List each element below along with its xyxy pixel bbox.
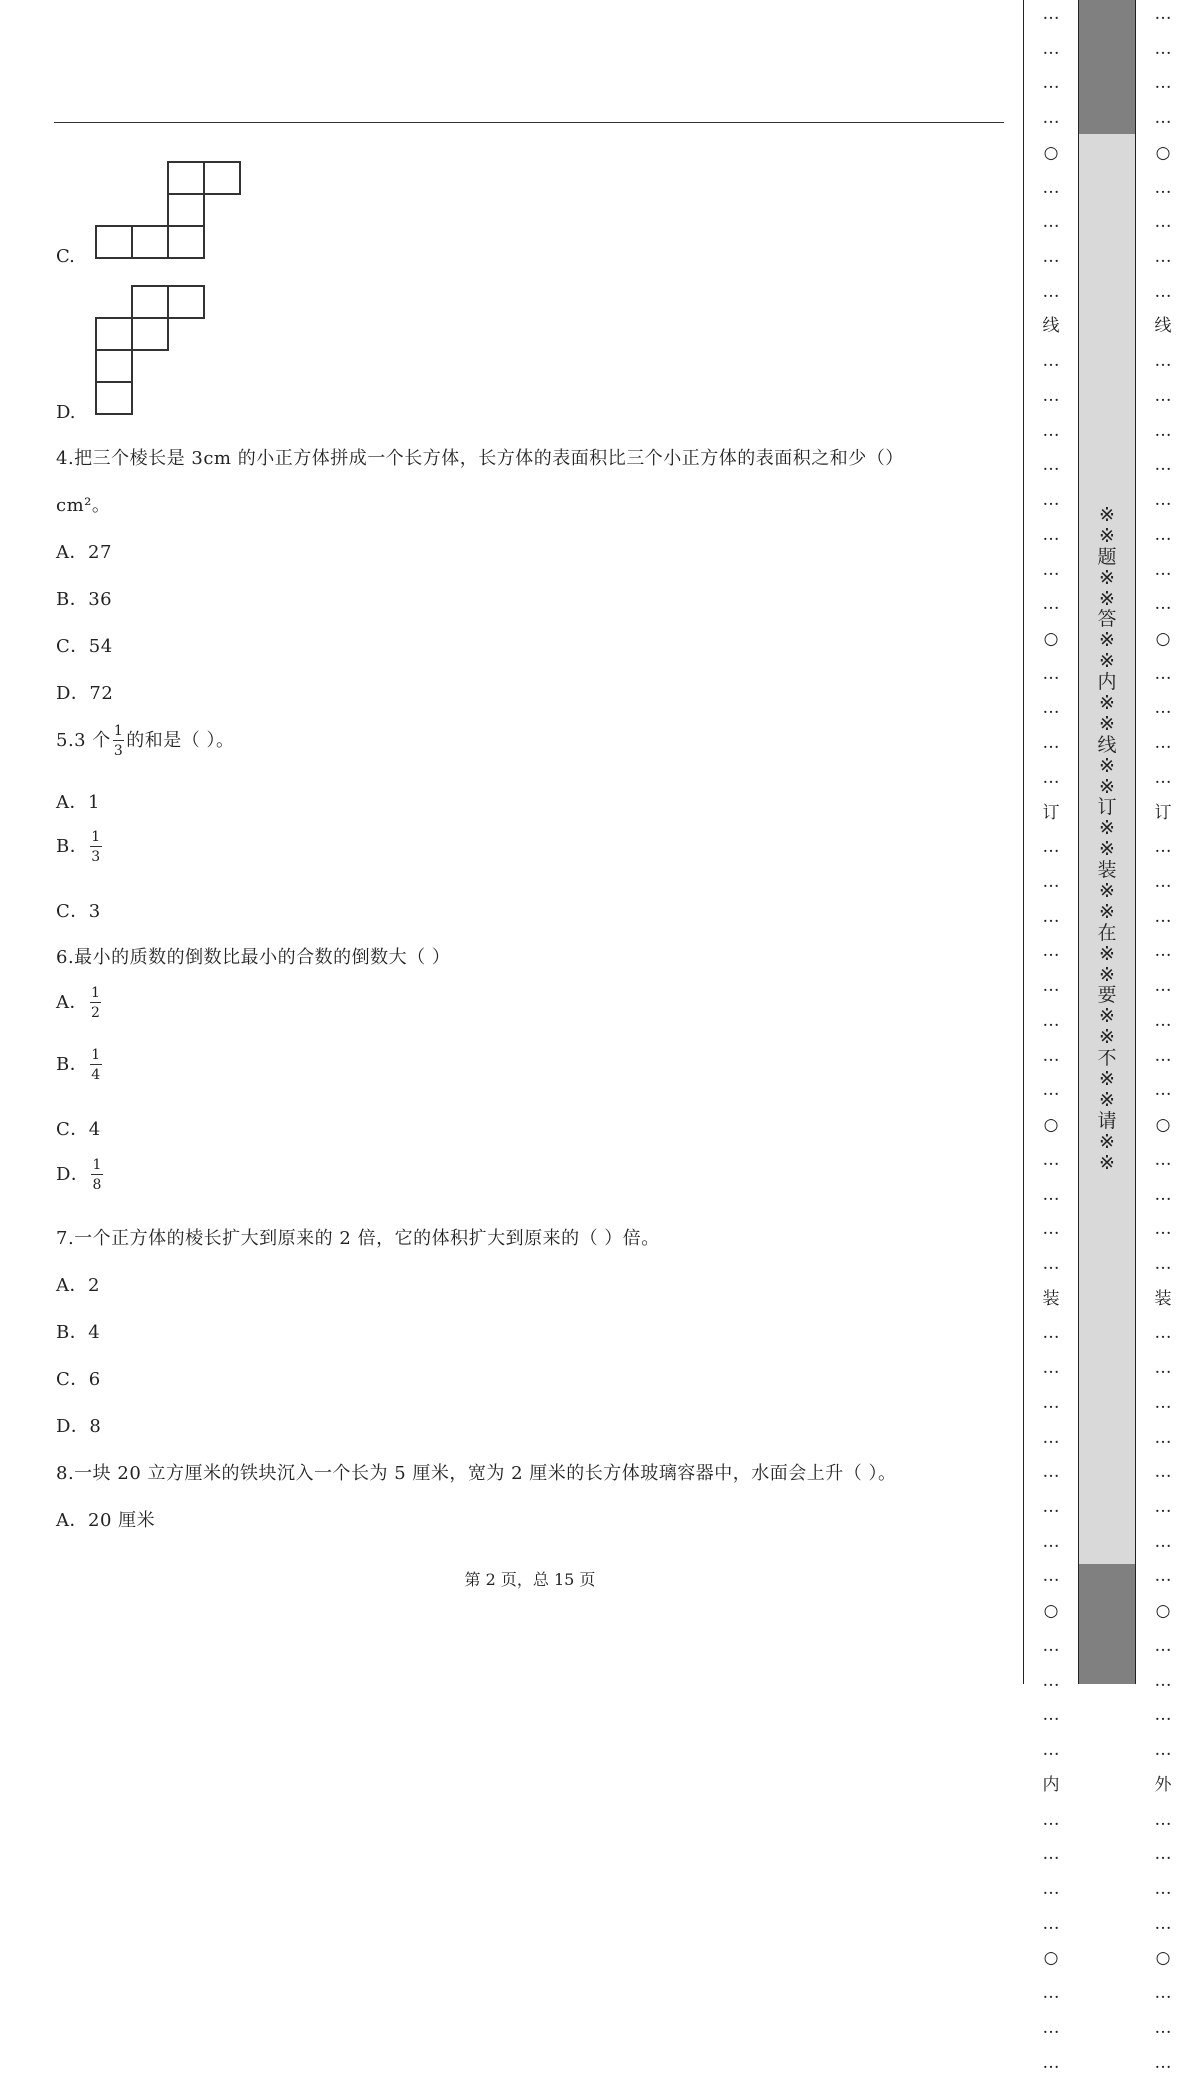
warning-char: 订 <box>1097 796 1117 819</box>
q4-option-a: A．27 <box>56 542 112 563</box>
binding-dots: … <box>1154 664 1172 684</box>
binding-dots: … <box>1042 1358 1060 1378</box>
q5-stem-prefix: 5.3 个 <box>56 730 111 751</box>
warning-char: ※ <box>1099 587 1115 610</box>
binding-dots: … <box>1042 2053 1060 2073</box>
binding-dots: … <box>1042 1566 1060 1586</box>
binding-dots: … <box>1042 1844 1060 1864</box>
warning-char: ※ <box>1099 754 1115 777</box>
binding-dots: … <box>1154 1497 1172 1517</box>
binding-dots: … <box>1154 1810 1172 1830</box>
binding-word: 装 <box>1042 1289 1060 1309</box>
binding-dots: … <box>1042 282 1060 302</box>
binding-dots: … <box>1154 4 1172 24</box>
binding-dots: … <box>1042 1219 1060 1239</box>
binding-word: 内 <box>1042 1775 1060 1795</box>
binding-dots: … <box>1154 39 1172 59</box>
q4-stem-line1: 4.把三个棱长是 3cm 的小正方体拼成一个长方体，长方体的表面积比三个小正方体的表面积之和少（） <box>56 448 904 469</box>
binding-dots: … <box>1154 1150 1172 1170</box>
warning-char: ※ <box>1099 900 1115 923</box>
q6-option-c: C．4 <box>56 1119 101 1140</box>
q4-option-d: D．72 <box>56 683 114 704</box>
q5-stem <box>56 724 235 758</box>
binding-word: 装 <box>1154 1289 1172 1309</box>
binding-dots: … <box>1154 698 1172 718</box>
binding-dots: … <box>1042 837 1060 857</box>
binding-dots: … <box>1042 108 1060 128</box>
binding-dots: … <box>1042 872 1060 892</box>
binding-word: 线 <box>1154 316 1172 336</box>
binding-dots: … <box>1154 212 1172 232</box>
binding-dots: … <box>1042 733 1060 753</box>
warning-char: ※ <box>1099 817 1115 840</box>
binding-dots: … <box>1154 872 1172 892</box>
binding-circle: ○ <box>1155 143 1171 163</box>
binding-dots: … <box>1042 1983 1060 2003</box>
binding-dots: … <box>1042 1671 1060 1691</box>
binding-dots: … <box>1042 560 1060 580</box>
binding-circle: ○ <box>1043 1601 1059 1621</box>
strip-top-shade <box>1079 0 1135 134</box>
warning-char: ※ <box>1099 1026 1115 1049</box>
warning-char: ※ <box>1099 942 1115 965</box>
binding-dots: … <box>1042 907 1060 927</box>
q4-option-c: C．54 <box>56 636 113 657</box>
binding-word: 订 <box>1042 803 1060 823</box>
warning-char: ※ <box>1099 838 1115 861</box>
q6-option-b: B． $\frac{1}{4}$ <box>56 1047 101 1083</box>
binding-dots: … <box>1154 178 1172 198</box>
warning-char: ※ <box>1099 629 1115 652</box>
warning-char: ※ <box>1099 504 1115 526</box>
binding-dots: … <box>1154 560 1172 580</box>
binding-dots: … <box>1042 1636 1060 1656</box>
binding-circle: ○ <box>1043 1115 1059 1135</box>
binding-dots: … <box>1042 421 1060 441</box>
binding-dots: … <box>1154 1566 1172 1586</box>
binding-dots: … <box>1042 941 1060 961</box>
header-rule <box>54 122 1004 123</box>
binding-dots: … <box>1154 1323 1172 1343</box>
warning-char: 要 <box>1097 984 1117 1007</box>
q7-stem: 7.一个正方体的棱长扩大到原来的 2 倍，它的体积扩大到原来的（ ）倍。 <box>56 1228 660 1249</box>
warning-char: 请 <box>1097 1109 1117 1132</box>
binding-dots: … <box>1042 490 1060 510</box>
binding-dots: … <box>1042 1046 1060 1066</box>
binding-dots: … <box>1154 1844 1172 1864</box>
q4-option-b: B．36 <box>56 589 113 610</box>
warning-char: ※ <box>1099 963 1115 986</box>
binding-dots: … <box>1042 1323 1060 1343</box>
binding-dots: … <box>1154 1254 1172 1274</box>
binding-dots: … <box>1154 455 1172 475</box>
warning-char: ※ <box>1099 1151 1115 1174</box>
binding-warning-strip <box>1079 0 1135 1684</box>
binding-dots: … <box>1042 178 1060 198</box>
warning-char: ※ <box>1099 692 1115 715</box>
q3-option-c-label: C. <box>56 246 75 267</box>
binding-dots: … <box>1154 282 1172 302</box>
binding-circle: ○ <box>1155 1115 1171 1135</box>
q7-option-b: B．4 <box>56 1322 101 1343</box>
binding-dots: … <box>1154 1219 1172 1239</box>
binding-dots: … <box>1154 73 1172 93</box>
warning-char: 装 <box>1097 859 1117 882</box>
binding-dots: … <box>1154 1046 1172 1066</box>
binding-dots: … <box>1042 1532 1060 1552</box>
q6-stem: 6.最小的质数的倒数比最小的合数的倒数大（ ） <box>56 947 451 968</box>
warning-char: 在 <box>1097 921 1117 944</box>
q5-option-c: C．3 <box>56 901 101 922</box>
binding-dots: … <box>1042 1393 1060 1413</box>
binding-dots: … <box>1042 664 1060 684</box>
binding-dots: … <box>1154 768 1172 788</box>
binding-dots: … <box>1042 1497 1060 1517</box>
binding-circle: ○ <box>1155 1601 1171 1621</box>
q6-option-b-fraction: $\frac{1}{4}$ <box>91 1047 101 1083</box>
binding-dots: … <box>1154 1879 1172 1899</box>
q7-option-d: D．8 <box>56 1416 102 1437</box>
warning-char: ※ <box>1099 1005 1115 1028</box>
warning-char: ※ <box>1099 650 1115 673</box>
binding-dots: … <box>1154 386 1172 406</box>
binding-word: 订 <box>1154 803 1172 823</box>
warning-char: 不 <box>1097 1047 1117 1070</box>
binding-dots: … <box>1154 1428 1172 1448</box>
binding-dots: … <box>1154 976 1172 996</box>
binding-word: 外 <box>1154 1775 1172 1795</box>
binding-warning-text <box>1079 505 1135 1174</box>
binding-dots: … <box>1042 768 1060 788</box>
binding-dots: … <box>1154 1740 1172 1760</box>
binding-dots: … <box>1042 2018 1060 2038</box>
binding-dots: … <box>1042 247 1060 267</box>
binding-dots: … <box>1154 1358 1172 1378</box>
warning-char: ※ <box>1099 712 1115 735</box>
binding-dots: … <box>1042 1428 1060 1448</box>
q3-option-d-cube-net <box>92 284 210 422</box>
binding-dots: … <box>1042 1740 1060 1760</box>
warning-char: 答 <box>1097 608 1117 631</box>
warning-char: ※ <box>1099 566 1115 589</box>
binding-dots: … <box>1042 1879 1060 1899</box>
binding-dots: … <box>1154 1393 1172 1413</box>
binding-dots: … <box>1154 1705 1172 1725</box>
binding-dots: … <box>1042 4 1060 24</box>
warning-char: ※ <box>1099 1130 1115 1153</box>
binding-dots: … <box>1154 490 1172 510</box>
binding-dots: … <box>1042 1150 1060 1170</box>
binding-dots: … <box>1042 1914 1060 1934</box>
binding-dots: … <box>1042 525 1060 545</box>
warning-char: ※ <box>1099 1088 1115 1111</box>
binding-dots: … <box>1154 594 1172 614</box>
binding-word: 线 <box>1042 316 1060 336</box>
binding-dots: … <box>1154 1185 1172 1205</box>
binding-dots: … <box>1042 1462 1060 1482</box>
binding-dots: … <box>1042 351 1060 371</box>
warning-char: 线 <box>1097 733 1117 756</box>
binding-dots: … <box>1154 351 1172 371</box>
binding-dots: … <box>1154 2053 1172 2073</box>
warning-char: 内 <box>1097 671 1117 694</box>
warning-char: ※ <box>1099 1068 1115 1091</box>
q7-option-a: A．2 <box>56 1275 100 1296</box>
binding-dots: … <box>1154 1983 1172 2003</box>
binding-dots: … <box>1042 1705 1060 1725</box>
binding-dots: … <box>1042 1080 1060 1100</box>
q3-option-c-cube-net <box>92 160 246 266</box>
q5-stem-suffix: 的和是（ ）。 <box>126 730 235 751</box>
warning-char: ※ <box>1099 524 1115 547</box>
binding-dots: … <box>1154 1080 1172 1100</box>
binding-dots: … <box>1042 976 1060 996</box>
binding-dots: … <box>1042 1011 1060 1031</box>
binding-dots: … <box>1042 1254 1060 1274</box>
binding-dots: … <box>1042 1810 1060 1830</box>
binding-dots: … <box>1154 837 1172 857</box>
binding-circle: ○ <box>1043 143 1059 163</box>
binding-dots: … <box>1154 1914 1172 1934</box>
binding-dots: … <box>1154 421 1172 441</box>
binding-dots: … <box>1154 247 1172 267</box>
binding-dots: … <box>1042 594 1060 614</box>
strip-bottom-shade <box>1079 1564 1135 1684</box>
binding-dots: … <box>1042 455 1060 475</box>
binding-dots: … <box>1154 525 1172 545</box>
q5-option-b-fraction: $\frac{1}{3}$ <box>91 829 101 865</box>
binding-dots: … <box>1042 698 1060 718</box>
binding-circle: ○ <box>1155 1948 1171 1968</box>
binding-dots: … <box>1154 907 1172 927</box>
binding-dots: … <box>1154 733 1172 753</box>
q6-option-a-fraction: $\frac{1}{2}$ <box>91 985 101 1021</box>
q8-stem: 8.一块 20 立方厘米的铁块沉入一个长为 5 厘米，宽为 2 厘米的长方体玻璃容器中，水面会上升（ ）。 <box>56 1463 897 1484</box>
warning-char: 题 <box>1097 545 1117 568</box>
q5-stem-fraction: $\frac{1}{3}$ <box>113 723 124 759</box>
binding-dots: … <box>1154 1462 1172 1482</box>
q6-option-d: D． $\frac{1}{8}$ <box>56 1157 102 1193</box>
q5-option-b: B． $\frac{1}{3}$ <box>56 829 101 865</box>
binding-dots: … <box>1154 108 1172 128</box>
q6-option-d-fraction: $\frac{1}{8}$ <box>92 1157 102 1193</box>
binding-dots: … <box>1042 386 1060 406</box>
binding-circle: ○ <box>1043 1948 1059 1968</box>
binding-circle: ○ <box>1043 629 1059 649</box>
binding-dots: … <box>1154 941 1172 961</box>
binding-dots: … <box>1154 1532 1172 1552</box>
binding-dots: … <box>1154 2018 1172 2038</box>
q6-option-a: A． $\frac{1}{2}$ <box>56 985 101 1021</box>
warning-char: ※ <box>1099 880 1115 903</box>
q3-option-d-label: D. <box>56 402 76 423</box>
binding-dots: … <box>1154 1671 1172 1691</box>
binding-dots: … <box>1042 39 1060 59</box>
warning-char: ※ <box>1099 775 1115 798</box>
binding-dots: … <box>1154 1011 1172 1031</box>
q8-option-a: A．20 厘米 <box>56 1510 156 1531</box>
q5-option-a: A．1 <box>56 792 100 813</box>
binding-circle: ○ <box>1155 629 1171 649</box>
binding-dots: … <box>1154 1636 1172 1656</box>
binding-dots: … <box>1042 1185 1060 1205</box>
q4-stem-line2: cm²。 <box>56 495 111 516</box>
binding-dots: … <box>1042 73 1060 93</box>
q7-option-c: C．6 <box>56 1369 101 1390</box>
page-footer: 第 2 页，总 15 页 <box>464 1570 596 1589</box>
binding-dots: … <box>1042 212 1060 232</box>
